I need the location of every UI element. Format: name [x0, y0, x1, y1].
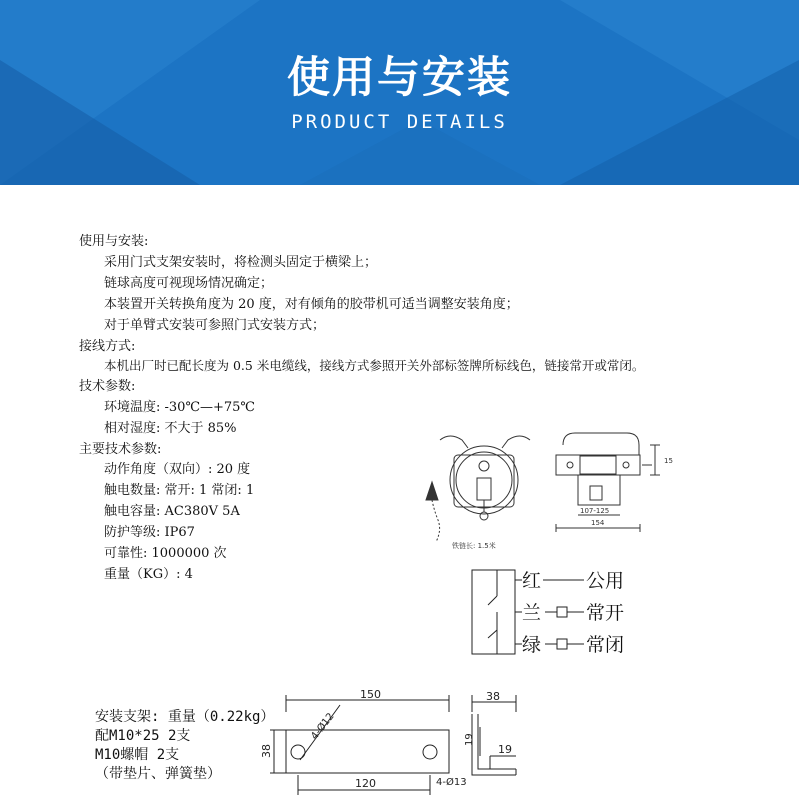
chain-length-label: 铁链长: 1.5米: [452, 542, 496, 550]
dim-side-label: 15: [664, 457, 673, 465]
bracket-dim-side-19-b: 19: [498, 743, 512, 756]
bracket-dim-side-width: 38: [486, 690, 500, 703]
main-tech-item: 动作角度（双向）: 20 度: [104, 462, 251, 477]
bracket-side-view: [472, 695, 516, 775]
bracket-dim-hole-spacing: 120: [355, 777, 376, 790]
usage-item: 采用门式支架安装时，将检测头固定于横梁上；: [104, 255, 378, 270]
bracket-dim-height: 38: [260, 744, 273, 758]
device-side-view: [556, 433, 660, 532]
wire-color-blue: 兰: [522, 602, 542, 624]
bracket-line: 配M10*25 2支: [95, 728, 191, 744]
tech-item: 环境温度: -30℃—+75℃: [104, 400, 255, 415]
bracket-dim-length: 150: [360, 688, 381, 701]
main-tech-item: 可靠性: 1000000 次: [104, 546, 227, 561]
dim-inner-label: 107-125: [580, 507, 610, 515]
wire-function-common: 公用: [586, 570, 625, 592]
banner-title: 使用与安装: [287, 53, 512, 103]
bracket-dim-hole-top: 4-Ø12: [309, 711, 337, 742]
bracket-dim-side-19-a: 19: [464, 733, 475, 746]
usage-item: 对于单臂式安装可参照门式安装方式；: [104, 318, 326, 333]
tech-item: 相对湿度: 不大于 85%: [104, 421, 237, 436]
device-front-view: [426, 436, 530, 542]
wiring-text: 本机出厂时已配长度为 0.5 米电缆线，接线方式参照开关外部标签牌所标线色，链接常开或常闭。: [104, 358, 645, 373]
wire-function-nc: 常闭: [586, 634, 625, 656]
main-tech-item: 触电数量: 常开: 1 常闭: 1: [104, 483, 255, 498]
wire-function-no: 常开: [586, 602, 625, 624]
tech-heading: 技术参数:: [79, 379, 136, 394]
banner-subtitle: PRODUCT DETAILS: [291, 111, 508, 133]
wiring-heading: 接线方式:: [79, 339, 136, 354]
main-tech-heading: 主要技术参数:: [79, 442, 162, 457]
wire-color-green: 绿: [522, 634, 542, 656]
dim-width-label: 154: [591, 519, 605, 527]
main-tech-item: 重量（KG）: 4: [104, 567, 193, 582]
wire-color-red: 红: [522, 570, 542, 592]
bracket-dim-hole-side: 4-Ø13: [436, 777, 467, 788]
main-tech-item: 触电容量: AC380V 5A: [104, 504, 240, 519]
main-tech-item: 防护等级: IP67: [104, 525, 195, 540]
bracket-line: 安装支架: 重量（0.22kg）: [95, 709, 275, 725]
bracket-line: M10螺帽 2支: [95, 747, 180, 763]
bracket-line: （带垫片、弹簧垫）: [95, 766, 221, 782]
usage-item: 链球高度可视现场情况确定；: [104, 276, 274, 291]
usage-heading: 使用与安装:: [79, 234, 149, 249]
usage-item: 本装置开关转换角度为 20 度，对有倾角的胶带机可适当调整安装角度；: [104, 297, 519, 312]
